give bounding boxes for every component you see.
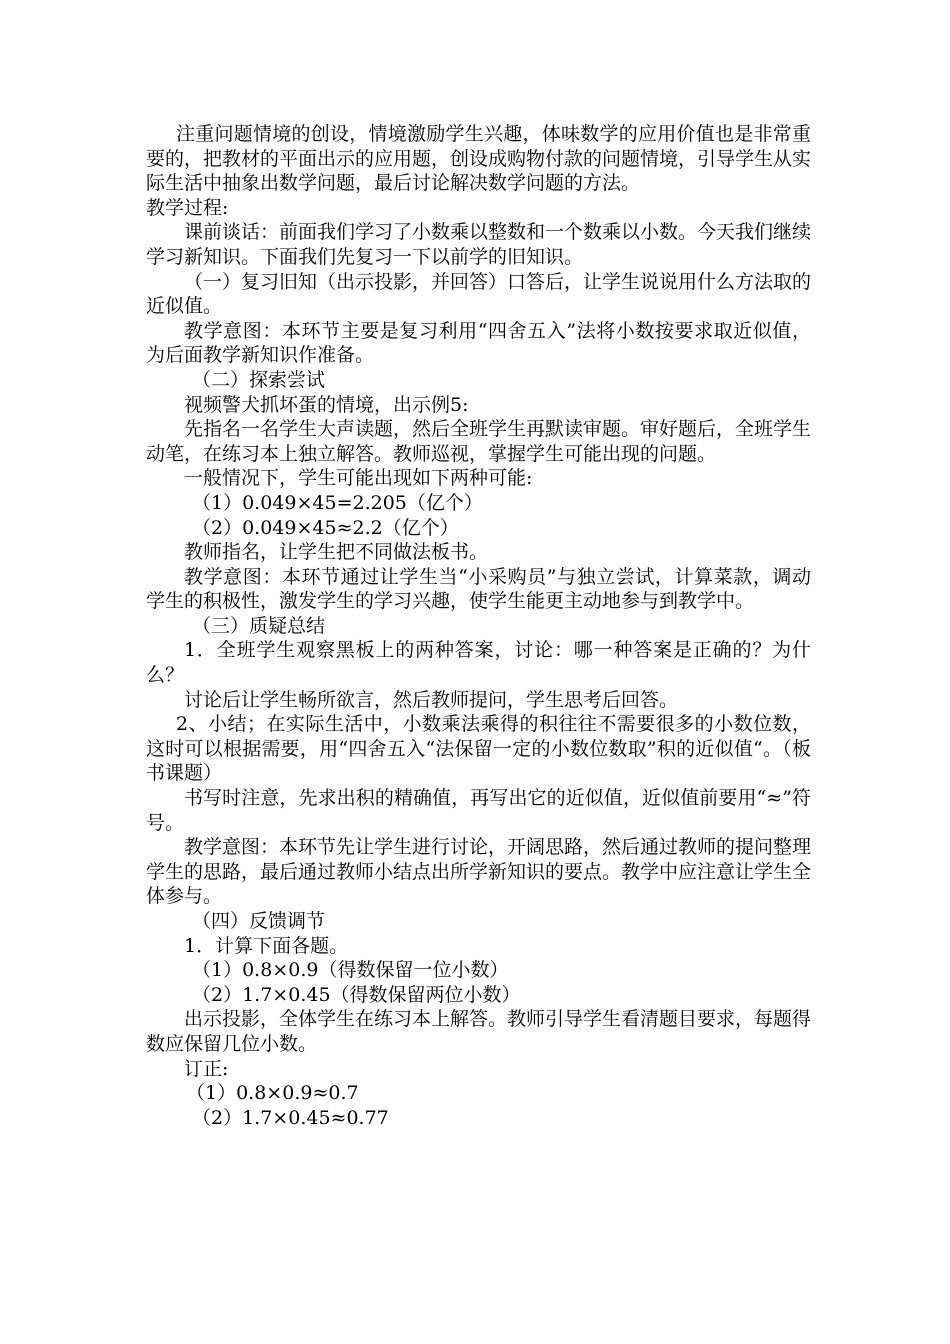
correction-2: （2）1.7×0.45≈0.77 — [192, 1106, 389, 1129]
paragraph-writing-note: 书写时注意，先求出积的精确值，再写出它的近似值，近似值前要用“≈”符号。 — [146, 787, 811, 834]
paragraph-video-example: 视频警犬抓坏蛋的情境，出示例5: — [184, 393, 469, 416]
paragraph-review: （一）复习旧知（出示投影，并回答）口答后，让学生说说用什么方法取的近似值。 — [146, 270, 812, 318]
correction-1: （1）0.8×0.9≈0.7 — [186, 1082, 359, 1105]
subheading-feedback: （四）反馈调节 — [192, 910, 326, 932]
paragraph-intent-2: 教学意图：本环节通过让学生当“小采购员”与独立尝试，计算菜款，调动学生的积极性，激发学生的学习兴趣，使学生能更主动地参与到教学中。 — [146, 565, 811, 613]
paragraph-summary: 2、小结；在实际生活中，小数乘法乘得的积往往不需要很多的小数位数，这时可以根据需要，用“四舍五入“法保留一定的小数位数取”积的近似值“。（板书课题） — [146, 713, 811, 785]
paragraph-reading: 先指名一名学生大声读题，然后全班学生再默读审题。审好题后，全班学生动笔，在练习本上独立解答。教师巡视，掌握学生可能出现的问题。 — [146, 418, 812, 465]
paragraph-two-possibilities: 一般情况下，学生可能出现如下两种可能: — [184, 467, 533, 490]
paragraph-pre-class-talk: 课前谈话：前面我们学习了小数乘以整数和一个数乘以小数。今天我们继续学习新知识。下面我们先复习一下以前学的旧知识。 — [146, 221, 812, 268]
paragraph-correction-label: 订正: — [184, 1057, 229, 1080]
formula-1: （1）0.049×45=2.205（亿个） — [192, 491, 483, 514]
paragraph-observe: 1．全班学生观察黑板上的两种答案，讨论：哪一种答案是正确的？为什么？ — [146, 639, 811, 687]
section-heading-process: 教学过程: — [146, 196, 229, 219]
paragraph-board: 教师指名，让学生把不同做法板书。 — [184, 541, 489, 564]
paragraph-intent-1: 教学意图：本环节主要是复习利用“四舍五入”法将小数按要求取近似值，为后面教学新知识作准备。 — [146, 319, 811, 367]
exercise-2: （2）1.7×0.45（得数保留两位小数） — [192, 983, 521, 1006]
intro-paragraph: 注重问题情境的创设，情境激励学生兴趣，体味数学的应用价值也是非常重要的，把教材的平面出示的应用题，创设成购物付款的问题情境，引导学生从实际生活中抽象出数学问题，最后讨论解决数学问题的方法。 — [146, 123, 812, 195]
subheading-explore: （二）探索尝试 — [192, 368, 326, 391]
paragraph-projection: 出示投影，全体学生在练习本上解答。教师引导学生看清题目要求，每题得数应保留几位小数。 — [146, 1008, 812, 1055]
document-body — [146, 122, 811, 1130]
formula-2: （2）0.049×45≈2.2（亿个） — [192, 516, 459, 539]
paragraph-exercise: 1．计算下面各题。 — [184, 934, 349, 957]
paragraph-intent-3: 教学意图：本环节先让学生进行讨论，开阔思路，然后通过教师的提问整理学生的思路，最后通过教师小结点出所学新知识的要点。教学中应注意让学生全体参与。 — [146, 836, 812, 908]
paragraph-discussion: 讨论后让学生畅所欲言，然后教师提问，学生思考后回答。 — [184, 688, 679, 711]
subheading-question-summary: （三）质疑总结 — [192, 614, 326, 637]
exercise-1: （1）0.8×0.9（得数保留一位小数） — [192, 959, 509, 982]
